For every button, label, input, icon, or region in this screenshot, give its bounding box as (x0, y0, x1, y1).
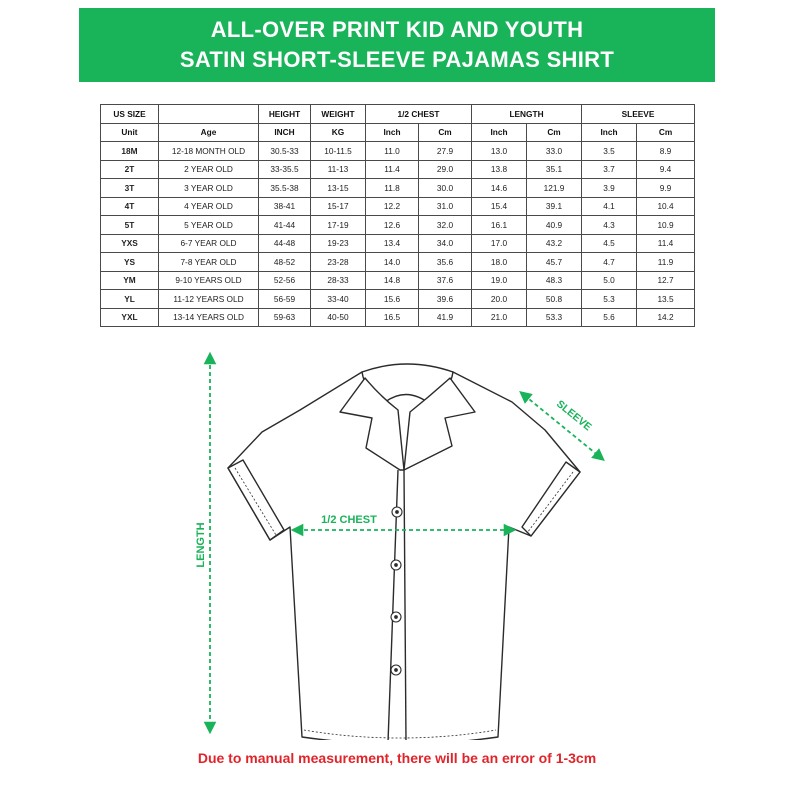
table-cell: 13.5 (637, 290, 695, 309)
table-cell: 43.2 (527, 234, 582, 253)
table-cell: 11.4 (637, 234, 695, 253)
table-cell: 35.1 (527, 160, 582, 179)
header-cell: Inch (472, 123, 527, 142)
length-label: LENGTH (195, 522, 207, 568)
table-cell: 16.1 (472, 216, 527, 235)
table-cell: 41-44 (259, 216, 311, 235)
table-cell: 3.9 (582, 179, 637, 198)
table-cell: 35.5-38 (259, 179, 311, 198)
table-cell: 4.1 (582, 197, 637, 216)
table-cell: 20.0 (472, 290, 527, 309)
table-cell: 7-8 YEAR OLD (159, 253, 259, 272)
table-cell: 33.0 (527, 142, 582, 161)
table-cell: 3.7 (582, 160, 637, 179)
table-row (101, 179, 695, 198)
table-cell: 39.1 (527, 197, 582, 216)
table-cell: 10-11.5 (311, 142, 366, 161)
table-cell: 19.0 (472, 271, 527, 290)
header-cell: LENGTH (472, 105, 582, 124)
table-row (101, 271, 695, 290)
table-row (101, 234, 695, 253)
size-cell: 18M (101, 142, 159, 161)
header-cell: 1/2 CHEST (366, 105, 472, 124)
table-cell: 5 YEAR OLD (159, 216, 259, 235)
table-cell: 34.0 (419, 234, 472, 253)
table-row (101, 142, 695, 161)
table-cell: 50.8 (527, 290, 582, 309)
table-cell: 30.5-33 (259, 142, 311, 161)
size-cell: 3T (101, 179, 159, 198)
header-cell: Cm (419, 123, 472, 142)
size-cell: 2T (101, 160, 159, 179)
table-cell: 13.8 (472, 160, 527, 179)
table-row (101, 308, 695, 327)
table-cell: 13.4 (366, 234, 419, 253)
header-cell: Cm (637, 123, 695, 142)
table-cell: 4.5 (582, 234, 637, 253)
table-cell: 13-15 (311, 179, 366, 198)
table-cell: 53.3 (527, 308, 582, 327)
table-cell: 11.0 (366, 142, 419, 161)
table-cell: 12.2 (366, 197, 419, 216)
header-cell: Inch (366, 123, 419, 142)
table-cell: 13.0 (472, 142, 527, 161)
table-cell: 4.7 (582, 253, 637, 272)
table-cell: 11-13 (311, 160, 366, 179)
table-cell: 52-56 (259, 271, 311, 290)
table-cell: 9-10 YEARS OLD (159, 271, 259, 290)
table-cell: 33-40 (311, 290, 366, 309)
sleeve-label: SLEEVE (554, 397, 594, 434)
size-cell: YXS (101, 234, 159, 253)
table-cell: 41.9 (419, 308, 472, 327)
table-cell: 4 YEAR OLD (159, 197, 259, 216)
table-cell: 44-48 (259, 234, 311, 253)
table-cell: 27.9 (419, 142, 472, 161)
header-cell: WEIGHT (311, 105, 366, 124)
table-row (101, 197, 695, 216)
table-cell: 23-28 (311, 253, 366, 272)
table-cell: 2 YEAR OLD (159, 160, 259, 179)
table-cell: 11.8 (366, 179, 419, 198)
table-cell: 16.5 (366, 308, 419, 327)
table-cell: 12.7 (637, 271, 695, 290)
table-cell: 5.0 (582, 271, 637, 290)
title-line-2: SATIN SHORT-SLEEVE PAJAMAS SHIRT (179, 47, 615, 72)
size-cell: YS (101, 253, 159, 272)
table-cell: 121.9 (527, 179, 582, 198)
header-cell: INCH (259, 123, 311, 142)
size-cell: 4T (101, 197, 159, 216)
table-cell: 19-23 (311, 234, 366, 253)
table-cell: 21.0 (472, 308, 527, 327)
table-cell: 13-14 YEARS OLD (159, 308, 259, 327)
table-cell: 5.3 (582, 290, 637, 309)
chest-label: 1/2 CHEST (321, 514, 377, 526)
measurement-note: Due to manual measurement, there will be an error of 1-3cm (197, 750, 597, 766)
table-cell: 8.9 (637, 142, 695, 161)
table-cell: 5.6 (582, 308, 637, 327)
table-cell: 17-19 (311, 216, 366, 235)
table-cell: 3 YEAR OLD (159, 179, 259, 198)
table-cell: 29.0 (419, 160, 472, 179)
table-cell: 6-7 YEAR OLD (159, 234, 259, 253)
table-row (101, 216, 695, 235)
table-cell: 12-18 MONTH OLD (159, 142, 259, 161)
table-row (101, 290, 695, 309)
header-cell: Inch (582, 123, 637, 142)
title-banner (79, 8, 715, 82)
table-cell: 15.4 (472, 197, 527, 216)
table-cell: 48-52 (259, 253, 311, 272)
size-cell: YM (101, 271, 159, 290)
table-cell: 14.8 (366, 271, 419, 290)
header-cell (159, 105, 259, 124)
size-cell: YL (101, 290, 159, 309)
table-cell: 9.4 (637, 160, 695, 179)
table-cell: 28-33 (311, 271, 366, 290)
header-cell: SLEEVE (582, 105, 695, 124)
table-cell: 45.7 (527, 253, 582, 272)
table-cell: 40.9 (527, 216, 582, 235)
table-cell: 14.2 (637, 308, 695, 327)
title-line-1: ALL-OVER PRINT KID AND YOUTH (210, 17, 584, 42)
table-cell: 38-41 (259, 197, 311, 216)
table-cell: 12.6 (366, 216, 419, 235)
table-cell: 32.0 (419, 216, 472, 235)
table-cell: 14.6 (472, 179, 527, 198)
header-cell: Cm (527, 123, 582, 142)
table-cell: 18.0 (472, 253, 527, 272)
table-cell: 30.0 (419, 179, 472, 198)
table-cell: 48.3 (527, 271, 582, 290)
header-cell: Age (159, 123, 259, 142)
table-cell: 11-12 YEARS OLD (159, 290, 259, 309)
table-row (101, 253, 695, 272)
shirt-icon (228, 364, 580, 740)
size-chart-table (100, 104, 695, 327)
table-cell: 10.4 (637, 197, 695, 216)
table-cell: 37.6 (419, 271, 472, 290)
header-cell: KG (311, 123, 366, 142)
table-cell: 15-17 (311, 197, 366, 216)
table-cell: 39.6 (419, 290, 472, 309)
header-cell: HEIGHT (259, 105, 311, 124)
table-cell: 14.0 (366, 253, 419, 272)
table-cell: 17.0 (472, 234, 527, 253)
table-cell: 31.0 (419, 197, 472, 216)
header-cell: US SIZE (101, 105, 159, 124)
table-header-row-2 (101, 123, 695, 142)
size-cell: YXL (101, 308, 159, 327)
table-cell: 9.9 (637, 179, 695, 198)
size-cell: 5T (101, 216, 159, 235)
table-cell: 3.5 (582, 142, 637, 161)
table-row (101, 160, 695, 179)
table-cell: 59-63 (259, 308, 311, 327)
table-cell: 11.4 (366, 160, 419, 179)
table-cell: 4.3 (582, 216, 637, 235)
table-cell: 33-35.5 (259, 160, 311, 179)
header-cell: Unit (101, 123, 159, 142)
table-cell: 11.9 (637, 253, 695, 272)
table-cell: 10.9 (637, 216, 695, 235)
table-cell: 56-59 (259, 290, 311, 309)
table-cell: 35.6 (419, 253, 472, 272)
table-cell: 15.6 (366, 290, 419, 309)
table-header-row-1 (101, 105, 695, 124)
table-cell: 40-50 (311, 308, 366, 327)
shirt-measurement-diagram (0, 340, 794, 740)
